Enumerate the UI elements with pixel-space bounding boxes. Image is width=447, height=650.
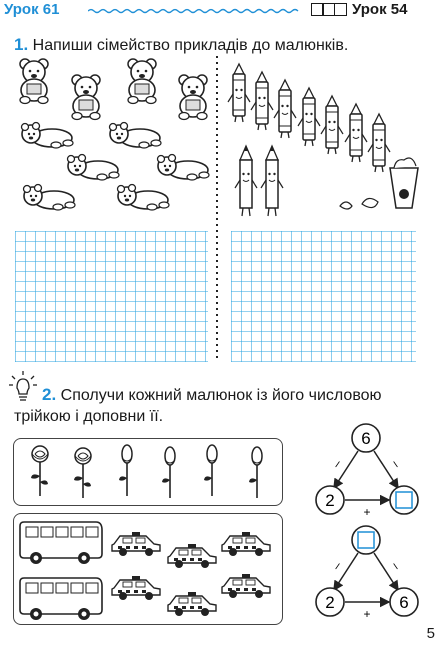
taxi-car: [112, 576, 160, 600]
rose-bud: [119, 445, 132, 496]
bear-sitting: [128, 59, 156, 104]
bear-lying: [110, 123, 162, 149]
taxi-car: [112, 532, 160, 556]
bear-lying: [158, 155, 210, 181]
pencil-shavings-icon: [340, 198, 378, 209]
number-triangle-2: [300, 522, 430, 622]
vehicles-illustration: [16, 516, 278, 620]
triangle-2-answer-box[interactable]: [358, 532, 374, 548]
triangle-1-op-right: –: [388, 456, 404, 471]
triangle-1-op-bottom: +: [363, 505, 371, 519]
rose-flower: [31, 446, 48, 496]
crayon: [321, 96, 343, 154]
lightbulb-icon: [8, 370, 38, 404]
triangle-2-op-left: –: [329, 558, 345, 573]
taxi-car: [168, 592, 216, 616]
bear-sitting: [72, 75, 100, 120]
task-1-number: 1.: [14, 35, 29, 54]
bear-lying: [24, 185, 76, 211]
bus: [20, 522, 102, 564]
task-1-text: Напиши сімейство прикладів до малюнків.: [32, 37, 349, 54]
task-2-text-line1: Сполучи кожний малюнок із його числовою: [60, 387, 382, 404]
triangle-1-answer-box[interactable]: [396, 492, 412, 508]
flowers-illustration: [20, 442, 275, 502]
dotted-divider: [214, 56, 220, 361]
rose-bud: [249, 447, 262, 498]
grid-right: [231, 231, 416, 362]
crayon: [298, 88, 320, 146]
triangle-2-left-value: 2: [325, 593, 335, 612]
crayon: [345, 104, 367, 162]
rose-flower: [74, 448, 91, 498]
grid-left: [15, 231, 208, 362]
task-2-number: 2.: [42, 385, 57, 404]
rose-bud: [162, 447, 175, 498]
bear-lying: [68, 155, 120, 181]
triangle-2-op-bottom: +: [363, 607, 371, 621]
wavy-divider: [88, 8, 302, 14]
bear-lying: [22, 123, 74, 149]
bus: [20, 578, 102, 620]
bear-sitting: [20, 59, 48, 104]
lesson-label-left: Урок 61: [4, 1, 60, 18]
crayon: [228, 64, 250, 122]
rose-bud: [204, 445, 217, 496]
triangle-2-op-right: –: [388, 558, 404, 573]
triangle-1-top-value: 6: [361, 429, 371, 448]
page-number: 5: [426, 625, 435, 642]
crayons-pencils-illustration: [222, 56, 437, 220]
number-triangle-1: [300, 420, 430, 520]
bear-lying: [118, 185, 170, 211]
triangle-1-left-value: 2: [325, 491, 335, 510]
taxi-car: [168, 544, 216, 568]
taxi-car: [222, 532, 270, 556]
crayon: [274, 80, 296, 138]
triangle-1-op-left: –: [329, 456, 345, 471]
sharpener-icon: [390, 158, 418, 208]
task-1-heading: [14, 35, 348, 55]
task-2-heading: [42, 385, 382, 405]
bear-sitting: [179, 75, 207, 120]
triangle-2-right-value: 6: [399, 593, 409, 612]
taxi-car: [222, 574, 270, 598]
task-2-text-line2: трійкою і доповни її.: [14, 408, 164, 425]
checkbox-group-icon: [311, 3, 345, 21]
crayon: [368, 114, 390, 172]
bears-illustration: [10, 56, 215, 218]
lesson-label-right: Урок 54: [352, 1, 408, 18]
pencil: [235, 146, 257, 216]
pencil: [261, 146, 283, 216]
crayon: [251, 72, 273, 130]
